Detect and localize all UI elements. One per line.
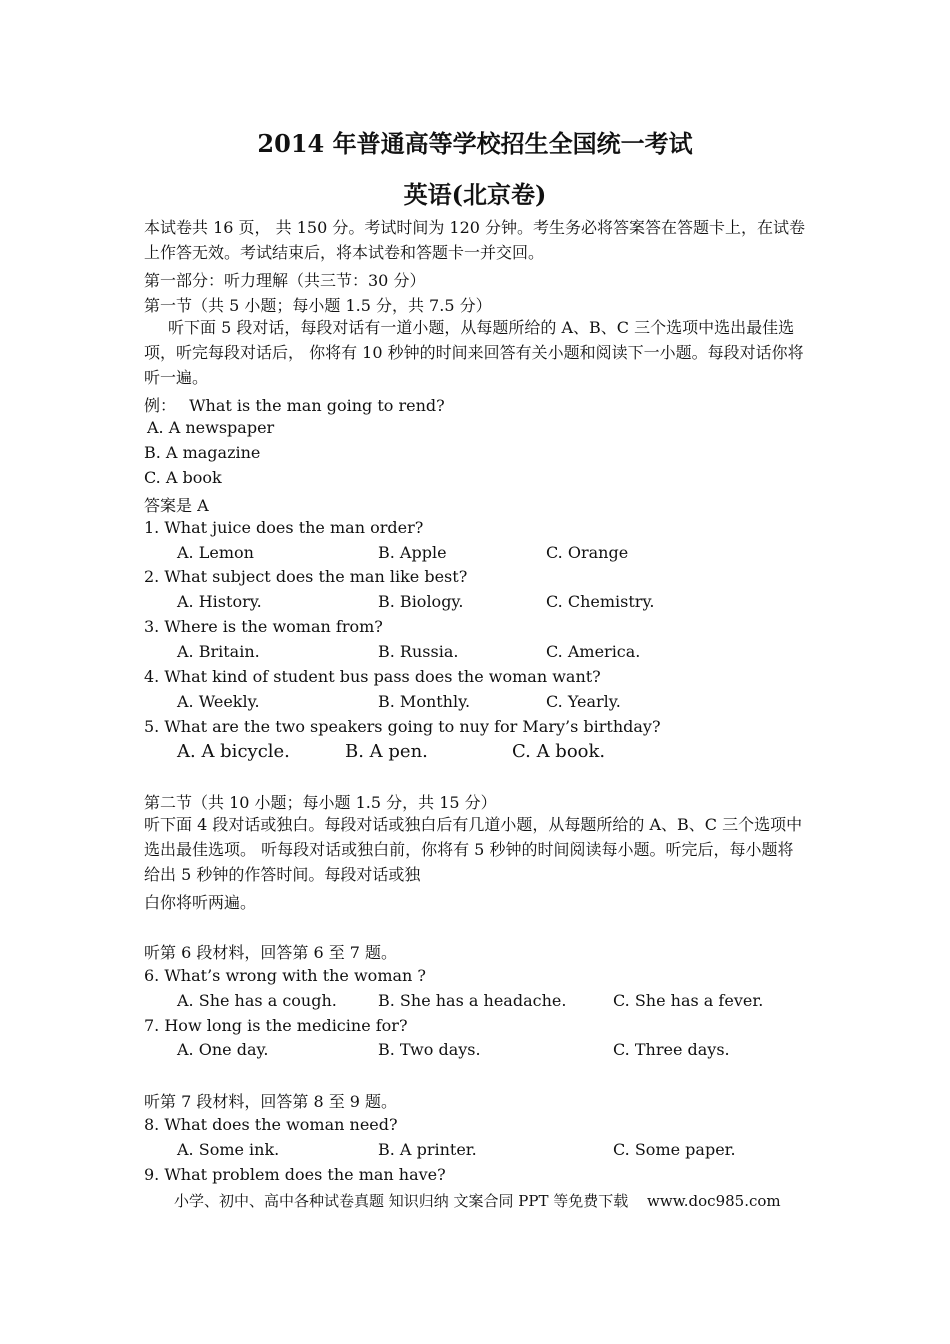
example-question-text: What is the man going to rend? <box>189 396 445 415</box>
option-b: B. Two days. <box>378 1040 481 1059</box>
option-c: C. Three days. <box>613 1040 730 1059</box>
page-subtitle: 英语(北京卷) <box>403 180 547 209</box>
page-footer <box>174 1190 781 1211</box>
option-a: A. Some ink. <box>177 1140 280 1159</box>
footer-url[interactable]: www.doc985.com <box>647 1192 781 1210</box>
example-option: C. A book <box>144 468 222 487</box>
option-b: B. Monthly. <box>378 692 471 711</box>
page-title: 2014 年普通高等学校招生全国统一考试 <box>257 129 693 158</box>
question-text: 7. How long is the medicine for? <box>144 1016 408 1035</box>
example-option: B. A magazine <box>144 443 261 462</box>
question-text: 6. What’s wrong with the woman ? <box>144 966 426 985</box>
section2-heading: 第二节（共 10 小题；每小题 1.5 分，共 15 分） <box>144 793 497 812</box>
example-answer: 答案是 A <box>144 496 209 515</box>
example-label: 例： <box>144 396 177 415</box>
option-c: C. A book. <box>512 741 606 762</box>
option-a: A. History. <box>177 592 262 611</box>
section2-instructions-end: 白你将听两遍。 <box>144 893 257 912</box>
group-heading: 听第 7 段材料，回答第 8 至 9 题。 <box>144 1092 398 1111</box>
option-a: A. Britain. <box>177 642 260 661</box>
option-a: A. She has a cough. <box>177 991 337 1010</box>
option-a: A. Weekly. <box>177 692 260 711</box>
option-c: C. She has a fever. <box>613 991 764 1010</box>
group-heading: 听第 6 段材料，回答第 6 至 7 题。 <box>144 943 398 962</box>
option-b: B. A pen. <box>345 741 428 762</box>
question-text: 2. What subject does the man like best? <box>144 567 468 586</box>
option-b: B. A printer. <box>378 1140 477 1159</box>
example-question <box>144 393 445 416</box>
option-b: B. She has a headache. <box>378 991 567 1010</box>
question-text: 4. What kind of student bus pass does the woman want? <box>144 667 601 686</box>
example-option: A. A newspaper <box>147 418 275 437</box>
option-c: C. Some paper. <box>613 1140 736 1159</box>
option-b: B. Biology. <box>378 592 464 611</box>
part1-heading: 第一部分：听力理解（共三节：30 分） <box>144 271 426 290</box>
section1-heading: 第一节（共 5 小题；每小题 1.5 分，共 7.5 分） <box>144 296 492 315</box>
option-a: A. Lemon <box>177 543 254 562</box>
intro-paragraph: 本试卷共 16 页， 共 150 分。考试时间为 120 分钟。考生务必将答案答在答题卡上，在试卷上作答无效。考试结束后，将本试卷和答题卡一并交回。 <box>144 218 806 262</box>
footer-text: 小学、初中、高中各种试卷真题 知识归纳 文案合同 PPT 等免费下载 <box>174 1192 629 1210</box>
question-text: 1. What juice does the man order? <box>144 518 424 537</box>
option-b: B. Apple <box>378 543 447 562</box>
question-text: 3. Where is the woman from? <box>144 617 383 636</box>
option-a: A. One day. <box>177 1040 269 1059</box>
option-c: C. America. <box>546 642 641 661</box>
section2-instructions: 听下面 4 段对话或独白。每段对话或独白后有几道小题，从每题所给的 A、B、C 三个选项中选出最佳选项。 听每段对话或独白前，你将有 5 秒钟的时间阅读每小题。听完后，每小题将给出 5 秒钟的作答时间。每段对话或独 <box>144 815 803 884</box>
question-text: 5. What are the two speakers going to nuy for Mary’s birthday? <box>144 717 661 736</box>
option-c: C. Yearly. <box>546 692 621 711</box>
option-c: C. Chemistry. <box>546 592 655 611</box>
option-c: C. Orange <box>546 543 629 562</box>
option-b: B. Russia. <box>378 642 459 661</box>
question-text: 9. What problem does the man have? <box>144 1165 446 1184</box>
section1-instructions: 听下面 5 段对话，每段对话有一道小题，从每题所给的 A、B、C 三个选项中选出最佳选项，听完每段对话后， 你将有 10 秒钟的时间来回答有关小题和阅读下一小题。每段对话你将听一遍。 <box>144 318 804 387</box>
option-a: A. A bicycle. <box>177 741 290 762</box>
question-text: 8. What does the woman need? <box>144 1115 398 1134</box>
